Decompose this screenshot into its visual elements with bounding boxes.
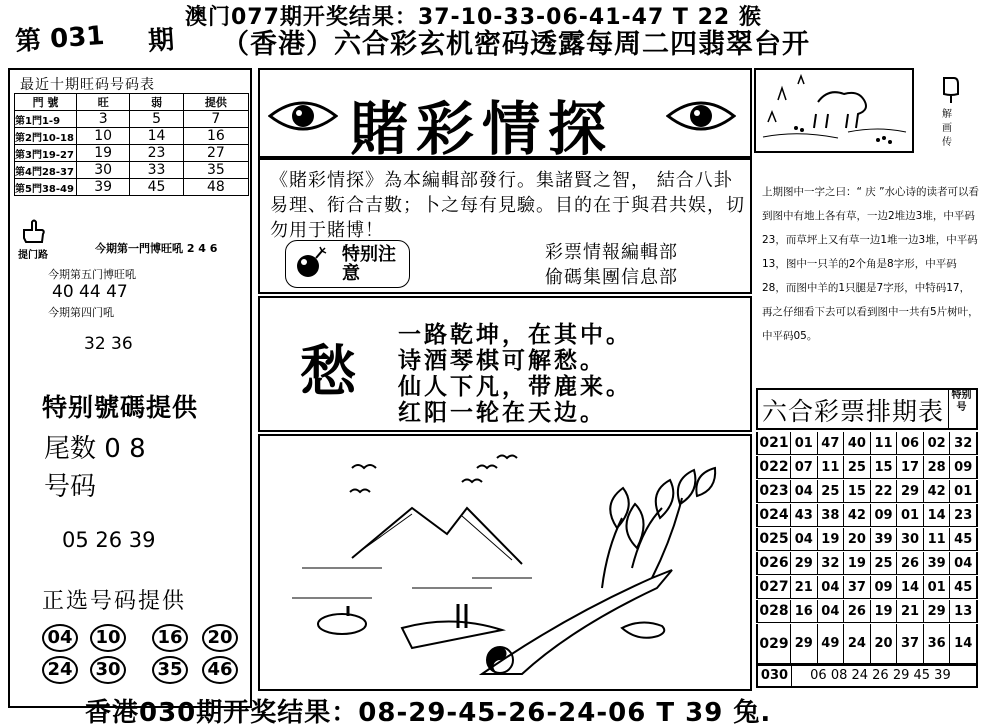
recent-table-title: 最近十期旺码号码表 [20, 77, 155, 93]
poem-line: 诗酒琴棋可解愁。 [398, 348, 606, 374]
table-header: 弱 [130, 94, 183, 111]
notice-text: 特别注意 [342, 244, 396, 284]
latest-period: 030 [758, 666, 792, 686]
bomb-icon [292, 246, 328, 282]
hint-line-1: 今期第一門博旺吼 2 4 6 [95, 242, 218, 255]
special-numbers: 05 26 39 [62, 528, 156, 552]
sheep-grass-illustration [758, 72, 908, 150]
sheep-icon [814, 92, 866, 128]
latest-numbers: 06 08 24 26 29 45 39 [810, 668, 951, 683]
table-row: 029 29 49 24 20 37 36 14 [756, 624, 978, 664]
mountains-icon [352, 508, 522, 564]
leaves-icon [610, 468, 715, 548]
table-row: 第3門19-27 19 23 27 [15, 145, 249, 162]
lottery-table-title: 六合彩票排期表 [762, 397, 945, 426]
pick-number: 46 [202, 656, 238, 684]
tail-number-line: 尾数 0 8 [44, 434, 146, 464]
table-header: 門 號 [15, 94, 77, 111]
picture-explanation-text: 上期图中一字之曰：“ 庆 ”水心诗的读者可以看到图中有地上各有草，一边2堆边3堆，中平码23，而草坪上又有草一边1堆一边3堆，中平码13，图中一只羊的2个角是8字形，中平码28，而图中羊的1只腿是7字形，中特码17，再之仔细看下去可以看到图中一共有5片树叶，中平码05。 [762, 186, 980, 342]
select-numbers-title: 正选号码提供 [42, 589, 187, 614]
eye-icon [666, 96, 736, 136]
intro-text: 《賭彩情探》為本編輯部發行。集諸賢之智， 結合八卦易理、衔合吉數；卜之每有見驗。目的在于與君共娱，切勿用于賭博！ [270, 170, 745, 241]
hint-numbers-2: 40 44 47 [52, 282, 128, 302]
number-label: 号码 [44, 472, 97, 502]
pointing-hand-icon [20, 218, 46, 246]
pick-number: 24 [42, 656, 78, 684]
landscape-illustration [262, 438, 748, 688]
macau-result-line: 澳门077期开奖结果：37-10-33-06-41-47 T 22 猴 [185, 5, 762, 30]
lizard-icon [622, 622, 664, 637]
table-row: 021 01 47 40 11 06 02 32 [756, 432, 978, 455]
poem-line: 红阳一轮在天边。 [398, 400, 606, 426]
recent-numbers-table [14, 93, 249, 196]
table-row: 第4門28-37 30 33 35 [15, 162, 249, 179]
latest-period-row [756, 664, 978, 688]
table-header: 旺 [77, 94, 130, 111]
issue-number: 第 031 [14, 20, 106, 58]
table-row: 022 07 11 25 15 17 28 09 [756, 456, 978, 479]
header-subtitle: （香港）六合彩玄机密码透露每周二四翡翠台开 [222, 29, 810, 60]
pick-number: 04 [42, 624, 78, 652]
poem-line: 仙人下凡，带鹿来。 [398, 374, 632, 400]
pick-number: 30 [90, 656, 126, 684]
hongkong-result-line: 香港030期开奖结果：08-29-45-26-24-06 T 39 兔. [85, 698, 772, 725]
birds-icon [350, 456, 517, 493]
table-row: 027 21 04 37 09 14 01 45 [756, 576, 978, 599]
table-row: 026 29 32 19 25 26 39 04 [756, 552, 978, 575]
pick-number: 20 [202, 624, 238, 652]
hint-line-3: 今期第四门吼 [48, 306, 114, 319]
table-row: 第2門10-18 10 14 16 [15, 128, 249, 145]
poem-key-character: 愁 [300, 340, 356, 405]
pointing-finger-icon [940, 74, 962, 104]
main-title: 賭彩情探 [350, 95, 615, 163]
pick-number: 10 [90, 624, 126, 652]
table-row: 第5門38-49 39 45 48 [15, 179, 249, 196]
table-row: 024 43 38 42 09 01 14 23 [756, 504, 978, 527]
table-row: 028 16 04 26 19 21 29 13 [756, 600, 978, 623]
table-row: 第1門1-9 3 5 7 [15, 111, 249, 128]
poem-line: 一路乾坤，在其中。 [398, 322, 632, 348]
eye-icon [268, 96, 338, 136]
hint-line-2: 今期第五门博旺吼 [48, 268, 136, 281]
special-number-title: 特别號碼提供 [42, 393, 199, 422]
picture-explanation-label: 解画传 [942, 109, 952, 148]
table-row: 025 04 19 20 39 30 11 45 [756, 528, 978, 551]
editorial-dept: 彩票情報編輯部 [545, 242, 678, 263]
issue-qi: 期 [147, 25, 176, 57]
hint-label: 提门路 [18, 250, 48, 261]
pick-number: 35 [152, 656, 188, 684]
hint-numbers-3: 32 36 [84, 334, 133, 354]
info-dept: 偷碼集團信息部 [545, 267, 678, 288]
special-number-column-label: 特别号 [948, 390, 974, 430]
table-header: 提供 [183, 94, 248, 111]
pick-number: 16 [152, 624, 188, 652]
table-row: 023 04 25 15 22 29 42 01 [756, 480, 978, 503]
